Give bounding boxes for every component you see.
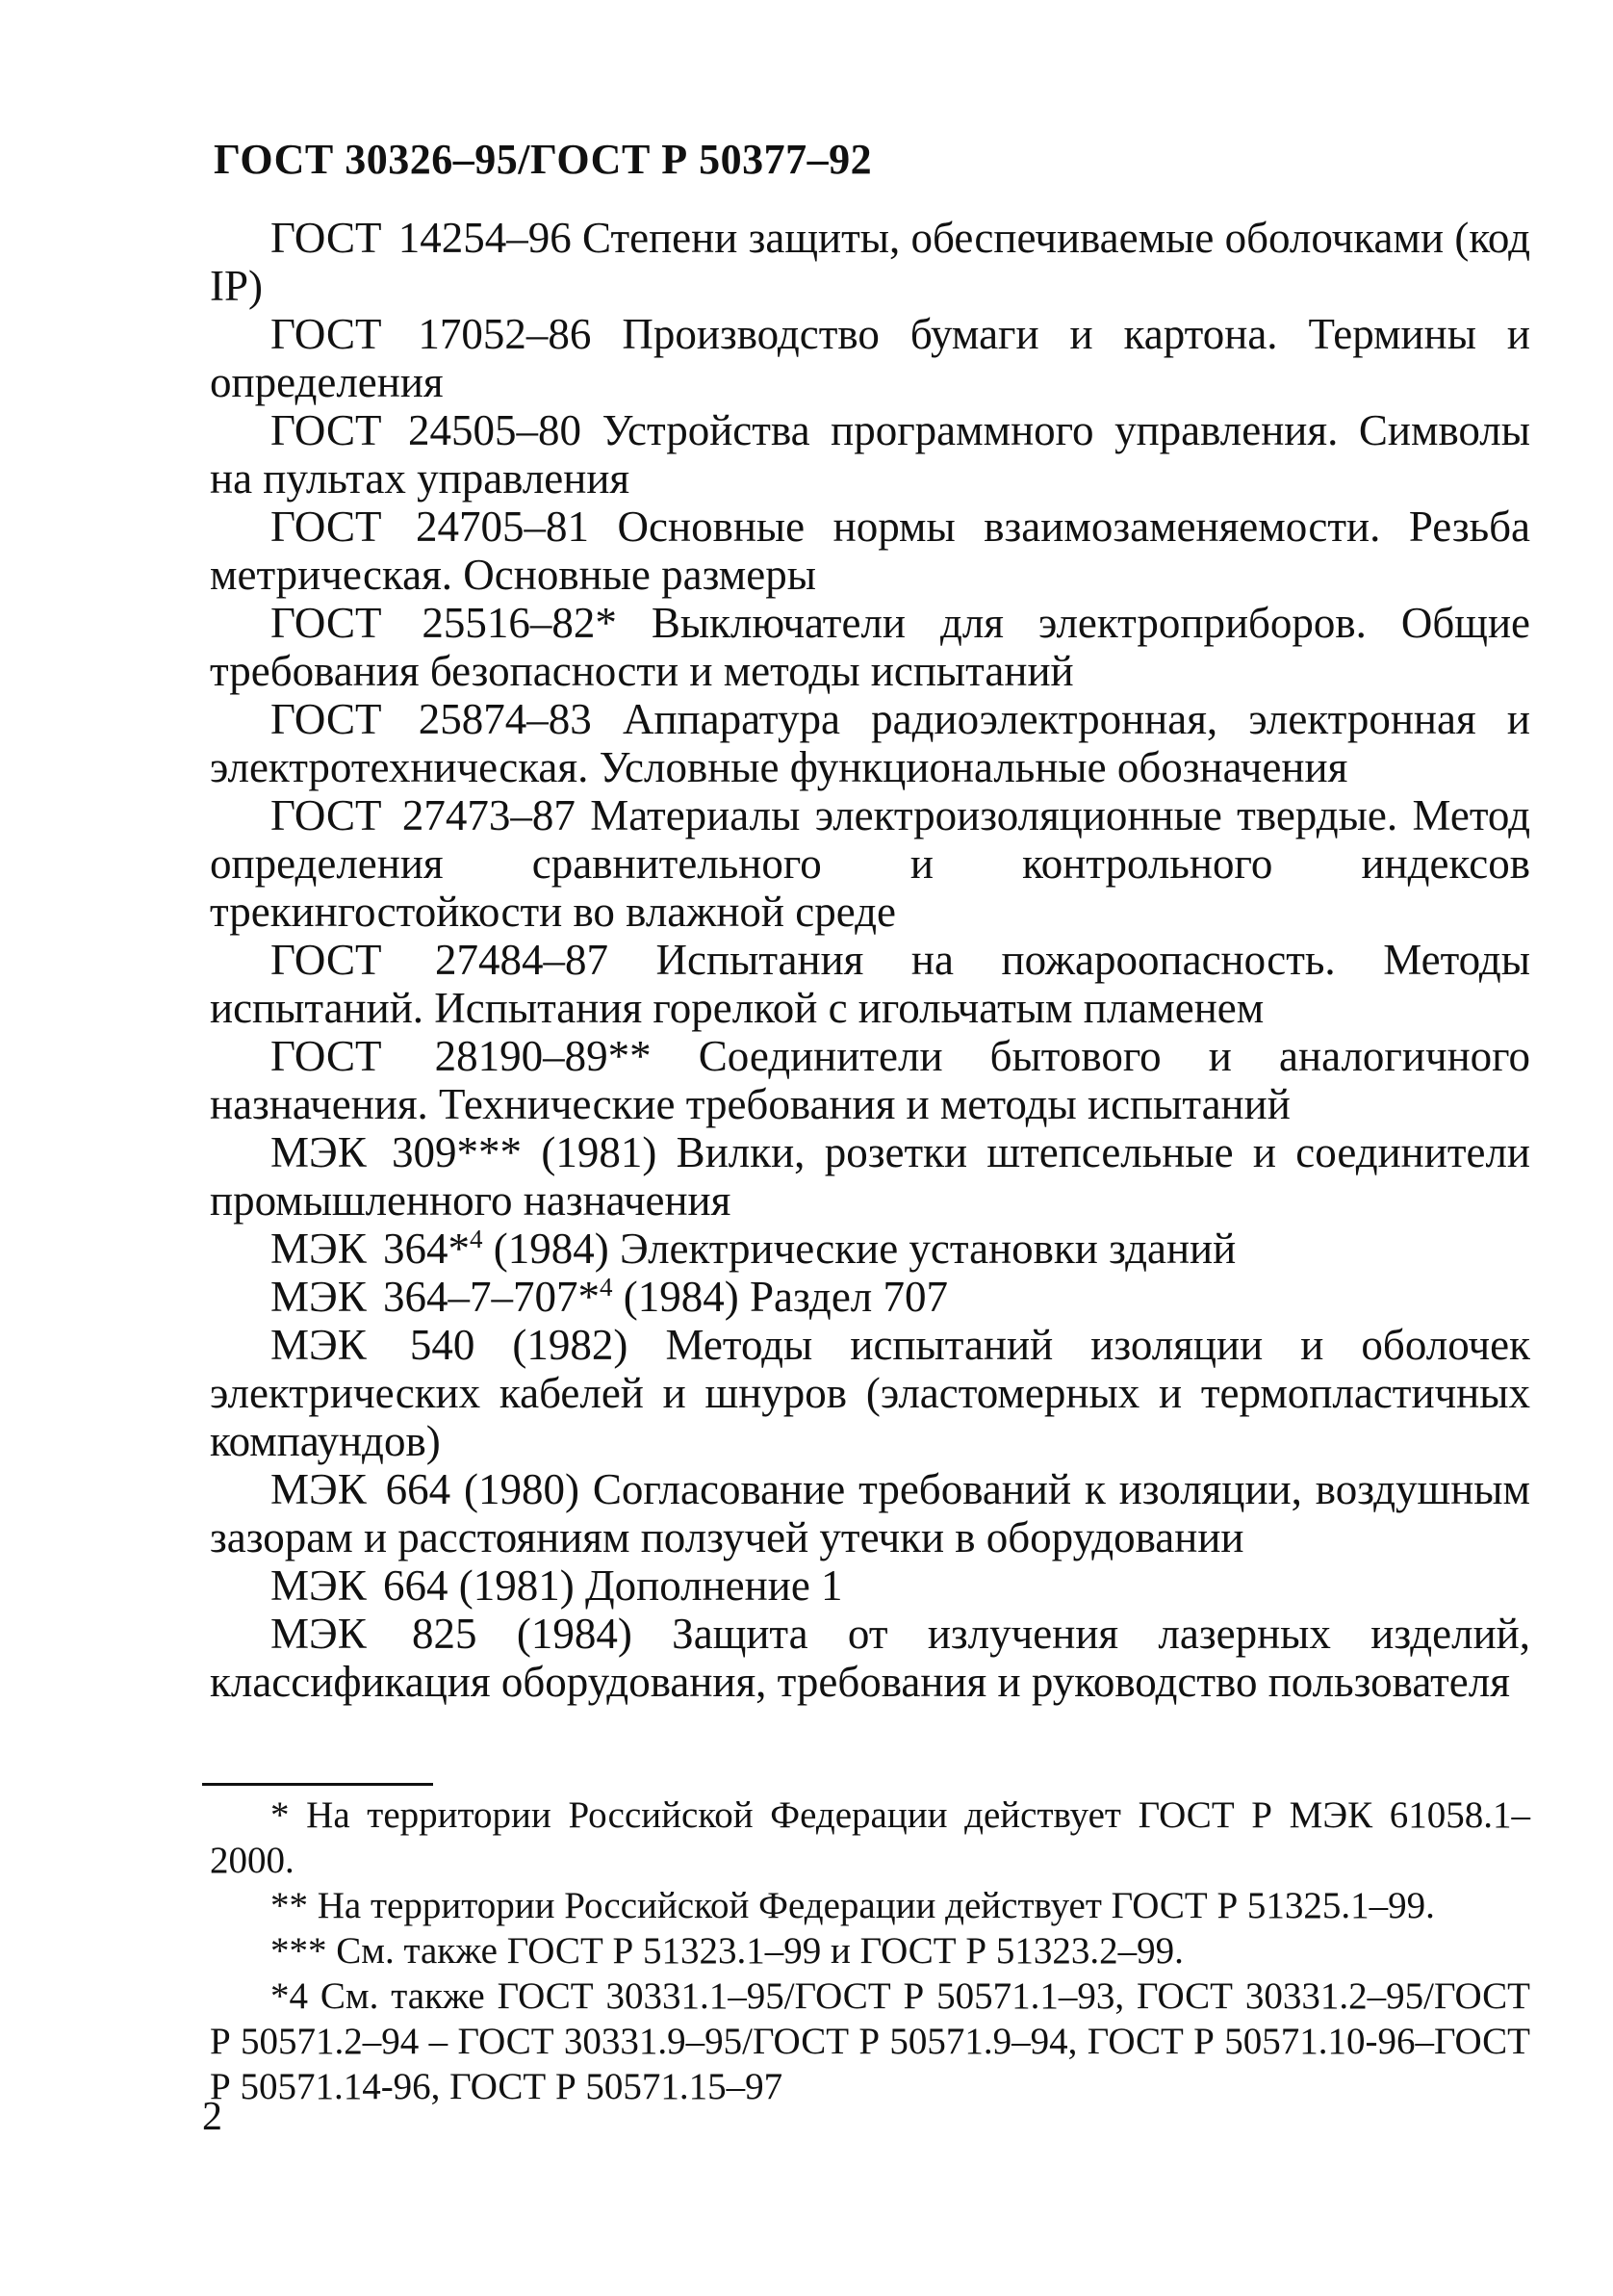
- reference-code: ГОСТ 27484–87: [270, 936, 608, 984]
- reference-text: (1982) Методы испытаний изоляции и оболочек электрических кабелей и шнуров (эластомерных и термопластичных компаундов): [210, 1321, 1530, 1465]
- reference-item: [210, 310, 1530, 406]
- reference-superscript: 4: [599, 1273, 613, 1302]
- reference-item: [210, 1128, 1530, 1225]
- reference-text: (1984) Раздел 707: [623, 1273, 948, 1321]
- reference-text: (1984) Защита от излучения лазерных изделий, классификация оборудования, требования и руководство пользователя: [210, 1610, 1531, 1706]
- reference-code: МЭК 540: [270, 1321, 475, 1369]
- reference-superscript: 4: [469, 1225, 483, 1253]
- reference-text: Производство бумаги и картона. Термины и определения: [210, 310, 1530, 406]
- footnote-mark: *: [270, 1794, 290, 1836]
- footnote-mark: **: [270, 1885, 308, 1926]
- footnote-item: [210, 1793, 1530, 1883]
- page-header-title: ГОСТ 30326–95/ГОСТ Р 50377–92: [214, 136, 873, 183]
- reference-item: [210, 503, 1530, 599]
- reference-item: [210, 1465, 1530, 1561]
- reference-item: [210, 1273, 1530, 1321]
- reference-item: [210, 1225, 1530, 1273]
- reference-text: Материалы электроизоляционные твердые. Метод определения сравнительного и контрольного индексов трекингостойкости во влажной среде: [210, 791, 1531, 936]
- reference-item: [210, 599, 1530, 695]
- reference-text: Основные нормы взаимозаменяемости. Резьба метрическая. Основные размеры: [210, 503, 1530, 599]
- reference-text: (1981) Дополнение 1: [458, 1561, 843, 1610]
- reference-text: Выключатели для электроприборов. Общие требования безопасности и методы испытаний: [210, 599, 1530, 695]
- reference-code: ГОСТ 27473–87: [270, 791, 576, 839]
- reference-code: ГОСТ 24705–81: [270, 503, 589, 551]
- reference-code: ГОСТ 25874–83: [270, 695, 592, 743]
- footnote-text: См. также ГОСТ 30331.1–95/ГОСТ Р 50571.1–93, ГОСТ 30331.2–95/ГОСТ Р 50571.2–94 – ГОСТ 30331.9–95/ГОСТ Р 50571.9–94, ГОСТ Р 50571.10-96–ГОСТ Р 50571.14-96, ГОСТ Р 50571.15–97: [210, 1975, 1531, 2107]
- footnote-mark: *4: [270, 1975, 308, 2017]
- footnote-item: [210, 1974, 1530, 2109]
- reference-text: Соединители бытового и аналогичного назначения. Технические требования и методы испытаний: [210, 1032, 1531, 1128]
- reference-code: МЭК 664: [270, 1561, 448, 1610]
- footnote-divider: [202, 1783, 433, 1786]
- reference-item: [210, 1610, 1530, 1706]
- reference-item: [210, 1032, 1530, 1128]
- reference-text: Степени защиты, обеспечиваемые оболочками (код IP): [210, 214, 1530, 310]
- footnote-item: [210, 1883, 1530, 1928]
- reference-code: МЭК 364*: [270, 1225, 470, 1273]
- reference-code: ГОСТ 25516–82*: [270, 599, 617, 647]
- footnote-mark: ***: [270, 1930, 327, 1972]
- footnote-text: На территории Российской Федерации действует ГОСТ Р МЭК 61058.1–2000.: [210, 1794, 1530, 1881]
- reference-code: МЭК 364–7–707*: [270, 1273, 600, 1321]
- reference-item: [210, 406, 1530, 503]
- reference-code: МЭК 825: [270, 1610, 477, 1658]
- footnote-text: На территории Российской Федерации действует ГОСТ Р 51325.1–99.: [317, 1885, 1435, 1926]
- reference-item: [210, 214, 1530, 310]
- reference-text: (1980) Согласование требований к изоляции, воздушным зазорам и расстояниям ползучей утечки в оборудовании: [210, 1465, 1530, 1561]
- reference-text: (1981) Вилки, розетки штепсельные и соединители промышленного назначения: [210, 1128, 1531, 1225]
- reference-code: МЭК 664: [270, 1465, 451, 1513]
- reference-code: ГОСТ 14254–96: [270, 214, 572, 262]
- reference-item: [210, 791, 1530, 936]
- page-number: 2: [202, 2095, 222, 2139]
- reference-code: ГОСТ 17052–86: [270, 310, 592, 358]
- reference-text: Аппаратура радиоэлектронная, электронная и электротехническая. Условные функциональные обозначения: [210, 695, 1531, 791]
- references-list: [210, 214, 1530, 1706]
- footnote-text: См. также ГОСТ Р 51323.1–99 и ГОСТ Р 51323.2–99.: [336, 1930, 1184, 1972]
- reference-item: [210, 1321, 1530, 1465]
- reference-text: Испытания на пожароопасность. Методы испытаний. Испытания горелкой с игольчатым пламенем: [210, 936, 1531, 1032]
- reference-text: (1984) Электрические установки зданий: [493, 1225, 1237, 1273]
- reference-code: МЭК 309***: [270, 1128, 523, 1176]
- reference-item: [210, 695, 1530, 791]
- reference-item: [210, 1561, 1530, 1610]
- footnote-item: [210, 1928, 1530, 1974]
- reference-text: Устройства программного управления. Символы на пультах управления: [210, 406, 1530, 503]
- reference-code: ГОСТ 24505–80: [270, 406, 582, 454]
- reference-code: ГОСТ 28190–89**: [270, 1032, 652, 1080]
- reference-item: [210, 936, 1530, 1032]
- footnotes-list: [210, 1793, 1530, 2109]
